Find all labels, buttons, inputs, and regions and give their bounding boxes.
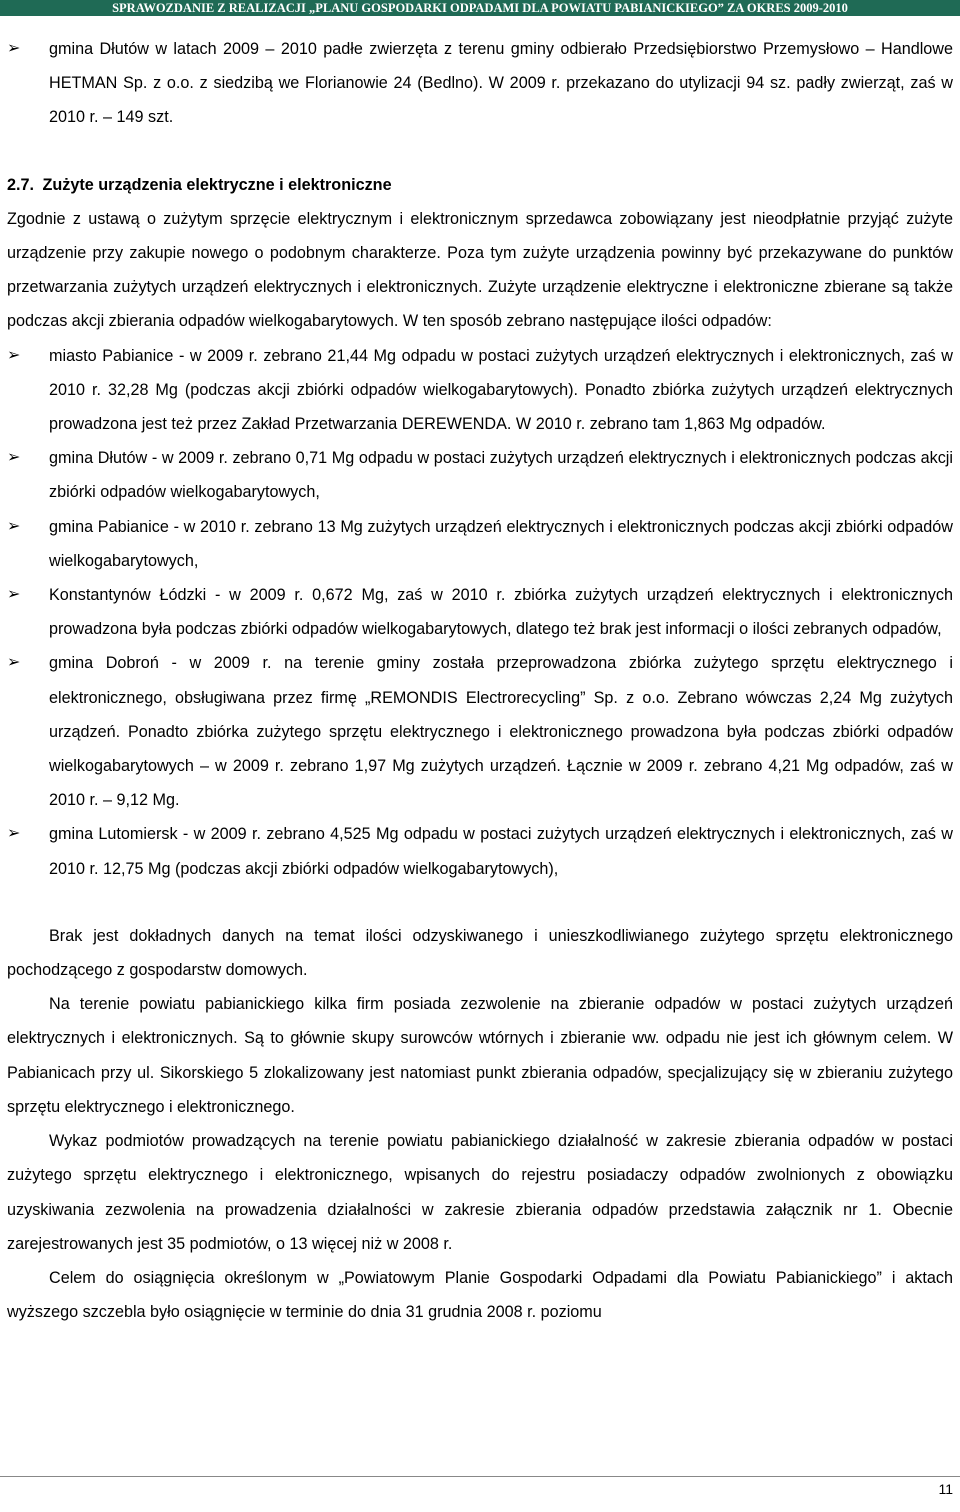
list-item	[7, 441, 953, 509]
list-item	[7, 32, 953, 135]
list-item	[7, 510, 953, 578]
bullet-text: gmina Dobroń - w 2009 r. na terenie gminy została przeprowadzona zbiórka zużytego sprzętu elektrycznego i elektronicznego, obsługiwana przez firmę „REMONDIS Electrorecycling” Sp. z o.o. Zebrano wówczas 2,24 Mg zużytych urządzeń. Ponadto zbiórka zużytego sprzętu elektrycznego i elektronicznego prowadzona była podczas zbiórki odpadów wielkogabarytowych – w 2009 r. zebrano 1,97 Mg zużytych urządzeń. Łącznie w 2009 r. zebrano 4,21 Mg odpadów, zaś w 2010 r. – 9,12 Mg.	[49, 654, 953, 810]
list-item	[7, 339, 953, 442]
arrow-bullet-icon: ➢	[7, 346, 21, 364]
section-intro-paragraph: Zgodnie z ustawą o zużytym sprzęcie elektrycznym i elektronicznym sprzedawca zobowiązany jest nieodpłatnie przyjąć zużyte urządzenie przy zakupie nowego o podobnym charakterze. Poza tym zużyte urządzenia powinny być przekazywane do punktów przetwarzania zużytych urządzeń elektrycznych i elektronicznych. Zużyte urządzenie elektryczne i elektroniczne zbierane są także podczas akcji zbierania odpadów wielkogabarytowych. W ten sposób zebrano następujące ilości odpadów:	[7, 209, 953, 331]
bullet-text: miasto Pabianice - w 2009 r. zebrano 21,44 Mg odpadu w postaci zużytych urządzeń elektrycznych i elektronicznych, zaś w 2010 r. 32,28 Mg (podczas akcji zbiórki odpadów wielkogabarytowych). Ponadto zbiórka zużytych urządzeń elektrycznych prowadzona jest też przez Zakład Przetwarzania DEREWENDA. W 2010 r. zebrano tam 1,863 Mg odpadów.	[49, 346, 953, 434]
bullet-text: gmina Lutomiersk - w 2009 r. zebrano 4,525 Mg odpadu w postaci zużytych urządzeń elektrycznych i elektronicznych, zaś w 2010 r. 12,75 Mg (podczas akcji zbiórki odpadów wielkogabarytowych),	[49, 825, 953, 878]
arrow-bullet-icon: ➢	[7, 449, 21, 467]
document-body	[7, 32, 953, 1329]
body-paragraph: Wykaz podmiotów prowadzących na terenie powiatu pabianickiego działalność w zakresie zbierania odpadów w postaci zużytego sprzętu elektrycznego i elektronicznego, wpisanych do rejestru posiadaczy odpadów zwolnionych z obowiązku uzyskiwania zezwolenia na prowadzenia działalności w zakresie zbierania odpadów przedstawia załącznik nr 1. Obecnie zarejestrowanych jest 35 podmiotów, o 13 więcej niż w 2008 r.	[7, 1132, 953, 1253]
page-number: 11	[938, 1481, 953, 1497]
section-title: Zużyte urządzenia elektryczne i elektroniczne	[42, 175, 392, 194]
section-heading	[7, 168, 953, 202]
footer-divider	[0, 1476, 960, 1477]
list-item	[7, 578, 953, 646]
list-item	[7, 646, 953, 817]
arrow-bullet-icon: ➢	[7, 586, 21, 604]
arrow-bullet-icon: ➢	[7, 517, 21, 535]
body-paragraph: Brak jest dokładnych danych na temat ilości odzyskiwanego i unieszkodliwianego zużytego sprzętu elektronicznego pochodzącego z gospodarstw domowych.	[7, 926, 953, 980]
list-item	[7, 817, 953, 885]
arrow-bullet-icon: ➢	[7, 654, 21, 672]
bullet-text: Konstantynów Łódzki - w 2009 r. 0,672 Mg, zaś w 2010 r. zbiórka zużytych urządzeń elektrycznych i elektronicznych prowadzona była podczas zbiórki odpadów wielkogabarytowych, dlatego też brak jest informacji o ilości zebranych odpadów,	[49, 586, 953, 639]
bullet-text: gmina Dłutów w latach 2009 – 2010 padłe zwierzęta z terenu gminy odbierało Przedsiębiorstwo Przemysłowo – Handlowe HETMAN Sp. z o.o. z siedzibą we Florianowie 24 (Bedlno). W 2009 r. przekazano do utylizacji 94 sz. padły zwierząt, zaś w 2010 r. – 149 szt.	[49, 40, 953, 127]
bullet-text: gmina Pabianice - w 2010 r. zebrano 13 Mg zużytych urządzeń elektrycznych i elektronicznych podczas akcji zbiórki odpadów wielkogabarytowych,	[49, 517, 953, 570]
arrow-bullet-icon: ➢	[7, 40, 21, 57]
body-paragraph: Celem do osiągnięcia określonym w „Powiatowym Planie Gospodarki Odpadami dla Powiatu Pabianickiego” i aktach wyższego szczebla było osiągnięcie w terminie do dnia 31 grudnia 2008 r. poziomu	[7, 1268, 953, 1322]
arrow-bullet-icon: ➢	[7, 825, 21, 843]
bullet-text: gmina Dłutów - w 2009 r. zebrano 0,71 Mg odpadu w postaci zużytych urządzeń elektrycznych i elektronicznych podczas akcji zbiórki odpadów wielkogabarytowych,	[49, 449, 953, 502]
section-number: 2.7.	[7, 175, 35, 194]
document-header	[0, 0, 960, 16]
body-paragraph: Na terenie powiatu pabianickiego kilka firm posiada zezwolenie na zbieranie odpadów w postaci zużytych urządzeń elektrycznych i elektronicznych. Są to głównie skupy surowców wtórnych i zbieranie ww. odpadu nie jest ich głównym celem. W Pabianicach przy ul. Sikorskiego 5 zlokalizowany jest natomiast punkt zbierania odpadów, specjalizujący się w zbieraniu zużytego sprzętu elektrycznego i elektronicznego.	[7, 995, 953, 1116]
header-title: SPRAWOZDANIE Z REALIZACJI „PLANU GOSPODARKI ODPADAMI DLA POWIATU PABIANICKIEGO” ZA OKRES 2009-2010	[112, 1, 848, 15]
spacer	[7, 886, 953, 919]
